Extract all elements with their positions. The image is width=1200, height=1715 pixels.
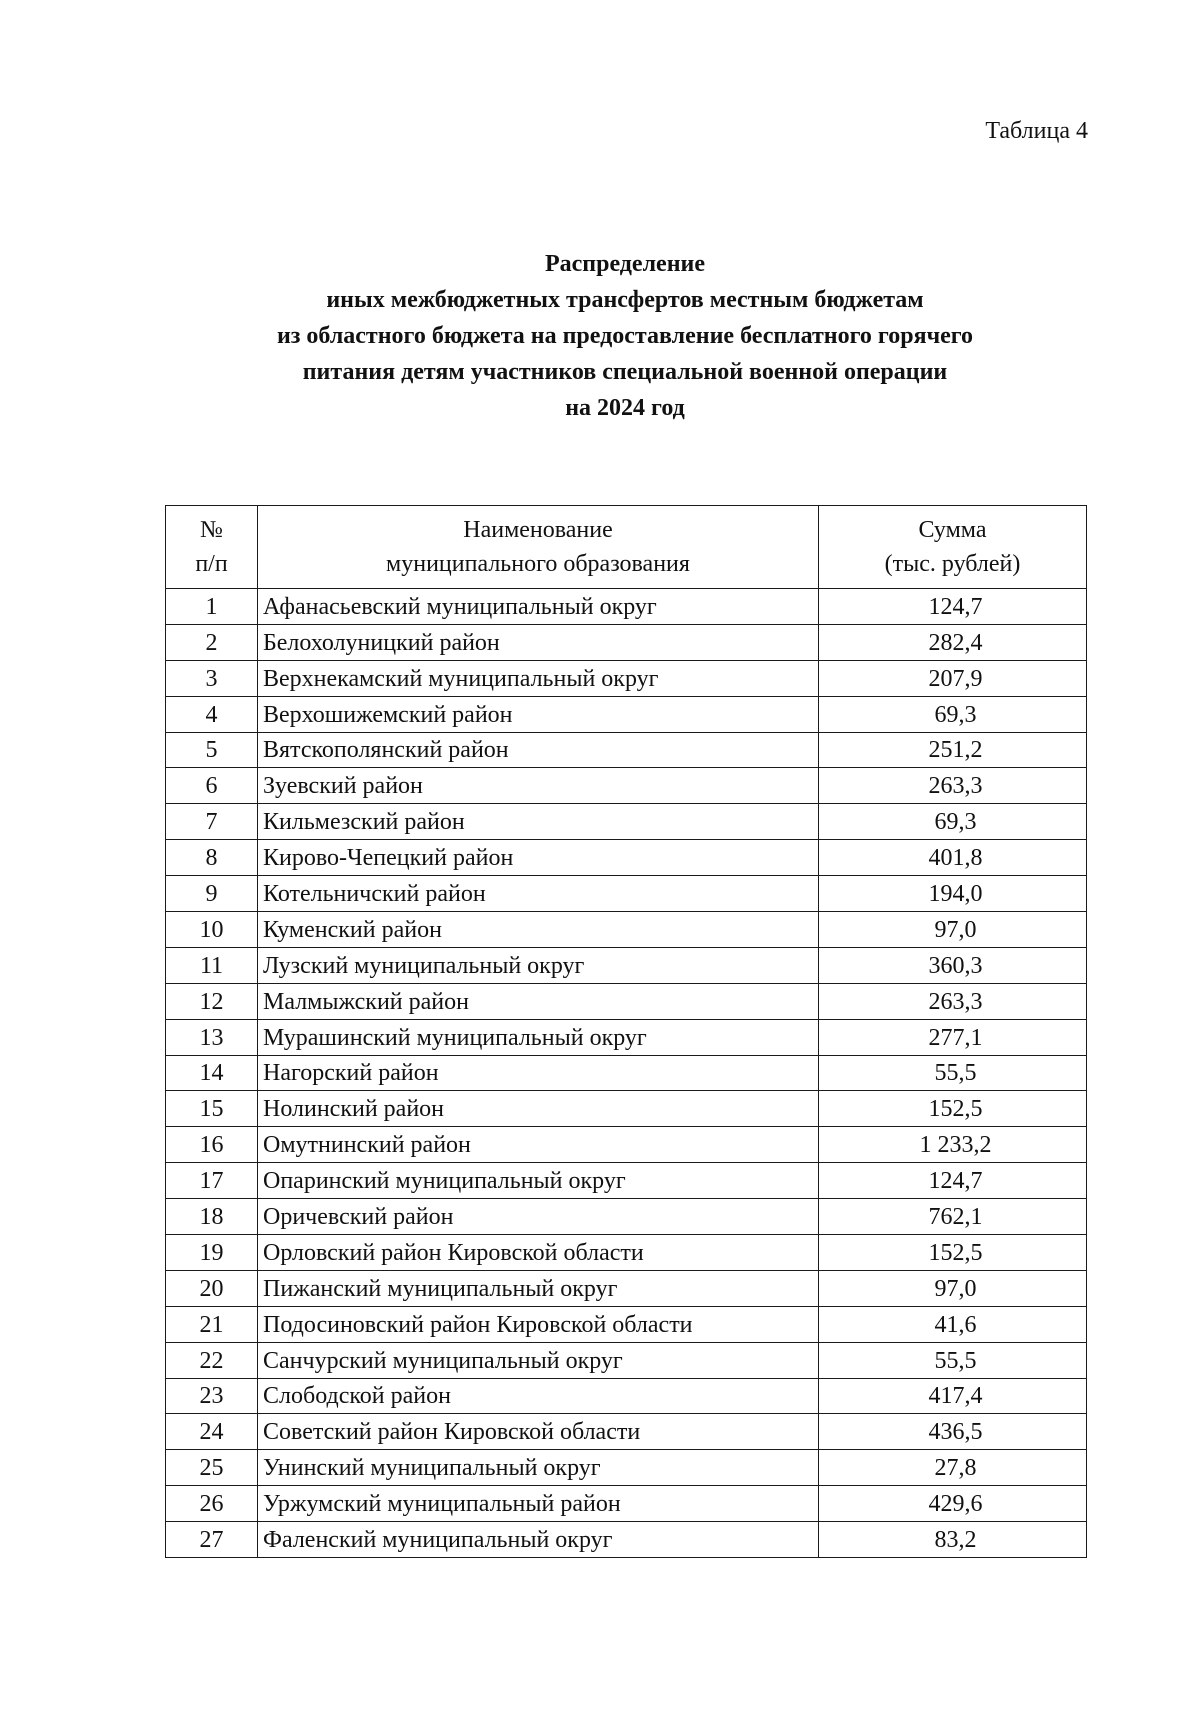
row-number-cell: 5	[166, 732, 258, 768]
amount-cell: 436,5	[819, 1414, 1087, 1450]
amount-cell: 263,3	[819, 983, 1087, 1019]
municipality-name-cell: Белохолуницкий район	[258, 624, 819, 660]
row-number-cell: 25	[166, 1450, 258, 1486]
amount-cell: 1 233,2	[819, 1127, 1087, 1163]
municipality-name-cell: Нагорский район	[258, 1055, 819, 1091]
table-row	[166, 768, 1087, 804]
row-number-cell: 3	[166, 660, 258, 696]
row-number-cell: 24	[166, 1414, 258, 1450]
row-number-cell: 17	[166, 1163, 258, 1199]
table-row	[166, 1199, 1087, 1235]
header-name-line-1: Наименование	[463, 517, 613, 543]
title-line-1: Распределение	[544, 251, 706, 277]
table-row	[166, 1127, 1087, 1163]
header-sum-line-2: (тыс. рублей)	[884, 551, 1021, 577]
row-number-cell: 4	[166, 696, 258, 732]
amount-cell: 429,6	[819, 1486, 1087, 1522]
municipality-name-cell: Вятскополянский район	[258, 732, 819, 768]
amount-cell: 251,2	[819, 732, 1087, 768]
distribution-table	[165, 505, 1087, 1558]
municipality-name-cell: Орловский район Кировской области	[258, 1235, 819, 1271]
municipality-name-cell: Лузский муниципальный округ	[258, 947, 819, 983]
amount-cell: 83,2	[819, 1522, 1087, 1558]
table-row	[166, 1522, 1087, 1558]
amount-cell: 97,0	[819, 912, 1087, 948]
title-line-5: на 2024 год	[565, 395, 685, 421]
row-number-cell: 20	[166, 1270, 258, 1306]
row-number-cell: 11	[166, 947, 258, 983]
table-row	[166, 1055, 1087, 1091]
table-row	[166, 1235, 1087, 1271]
row-number-cell: 7	[166, 804, 258, 840]
municipality-name-cell: Верхошижемский район	[258, 696, 819, 732]
amount-cell: 97,0	[819, 1270, 1087, 1306]
table-row	[166, 1306, 1087, 1342]
header-name-line-2: муниципального образования	[386, 551, 690, 577]
amount-cell: 41,6	[819, 1306, 1087, 1342]
table-header-row	[166, 506, 1087, 589]
table-row	[166, 1486, 1087, 1522]
table-row	[166, 1019, 1087, 1055]
amount-cell: 55,5	[819, 1055, 1087, 1091]
municipality-name-cell: Санчурский муниципальный округ	[258, 1342, 819, 1378]
row-number-cell: 13	[166, 1019, 258, 1055]
municipality-name-cell: Подосиновский район Кировской области	[258, 1306, 819, 1342]
row-number-cell: 22	[166, 1342, 258, 1378]
table-row	[166, 1091, 1087, 1127]
amount-cell: 124,7	[819, 589, 1087, 625]
table-row	[166, 947, 1087, 983]
row-number-cell: 26	[166, 1486, 258, 1522]
amount-cell: 417,4	[819, 1378, 1087, 1414]
header-sum-line-1: Сумма	[918, 517, 987, 543]
amount-cell: 194,0	[819, 876, 1087, 912]
municipality-name-cell: Кирово-Чепецкий район	[258, 840, 819, 876]
municipality-name-cell: Кильмезский район	[258, 804, 819, 840]
amount-cell: 282,4	[819, 624, 1087, 660]
row-number-cell: 14	[166, 1055, 258, 1091]
row-number-cell: 8	[166, 840, 258, 876]
row-number-cell: 9	[166, 876, 258, 912]
table-row	[166, 804, 1087, 840]
amount-cell: 55,5	[819, 1342, 1087, 1378]
table-row	[166, 876, 1087, 912]
table-row	[166, 696, 1087, 732]
title-line-2: иных межбюджетных трансфертов местным бюджетам	[326, 287, 924, 313]
amount-cell: 152,5	[819, 1235, 1087, 1271]
table-row	[166, 983, 1087, 1019]
row-number-cell: 16	[166, 1127, 258, 1163]
row-number-cell: 21	[166, 1306, 258, 1342]
municipality-name-cell: Советский район Кировской области	[258, 1414, 819, 1450]
municipality-name-cell: Оричевский район	[258, 1199, 819, 1235]
municipality-name-cell: Пижанский муниципальный округ	[258, 1270, 819, 1306]
row-number-cell: 12	[166, 983, 258, 1019]
amount-cell: 69,3	[819, 804, 1087, 840]
row-number-cell: 1	[166, 589, 258, 625]
row-number-cell: 19	[166, 1235, 258, 1271]
municipality-name-cell: Афанасьевский муниципальный округ	[258, 589, 819, 625]
amount-cell: 762,1	[819, 1199, 1087, 1235]
amount-cell: 152,5	[819, 1091, 1087, 1127]
municipality-name-cell: Зуевский район	[258, 768, 819, 804]
amount-cell: 27,8	[819, 1450, 1087, 1486]
row-number-cell: 6	[166, 768, 258, 804]
amount-cell: 207,9	[819, 660, 1087, 696]
table-row	[166, 1414, 1087, 1450]
title-line-3: из областного бюджета на предоставление бесплатного горячего	[276, 323, 974, 349]
table-row	[166, 589, 1087, 625]
amount-cell: 124,7	[819, 1163, 1087, 1199]
table-row	[166, 1163, 1087, 1199]
table-row	[166, 840, 1087, 876]
amount-cell: 360,3	[819, 947, 1087, 983]
municipality-name-cell: Фаленский муниципальный округ	[258, 1522, 819, 1558]
header-num-line-2: п/п	[195, 551, 228, 577]
table-row	[166, 1342, 1087, 1378]
table-number-label: Таблица 4	[985, 118, 1088, 144]
municipality-name-cell: Нолинский район	[258, 1091, 819, 1127]
row-number-cell: 10	[166, 912, 258, 948]
row-number-cell: 27	[166, 1522, 258, 1558]
municipality-name-cell: Мурашинский муниципальный округ	[258, 1019, 819, 1055]
title-line-4: питания детям участников специальной военной операции	[302, 359, 948, 385]
amount-cell: 401,8	[819, 840, 1087, 876]
row-number-cell: 15	[166, 1091, 258, 1127]
municipality-name-cell: Опаринский муниципальный округ	[258, 1163, 819, 1199]
table-row	[166, 624, 1087, 660]
row-number-cell: 23	[166, 1378, 258, 1414]
municipality-name-cell: Верхнекамский муниципальный округ	[258, 660, 819, 696]
header-num-line-1: №	[200, 517, 223, 543]
table-body	[166, 589, 1087, 1558]
row-number-cell: 18	[166, 1199, 258, 1235]
municipality-name-cell: Унинский муниципальный округ	[258, 1450, 819, 1486]
table-row	[166, 732, 1087, 768]
municipality-name-cell: Котельничский район	[258, 876, 819, 912]
table-row	[166, 1450, 1087, 1486]
municipality-name-cell: Куменский район	[258, 912, 819, 948]
table-row	[166, 1378, 1087, 1414]
amount-cell: 263,3	[819, 768, 1087, 804]
table-row	[166, 660, 1087, 696]
table-row	[166, 912, 1087, 948]
municipality-name-cell: Уржумский муниципальный район	[258, 1486, 819, 1522]
row-number-cell: 2	[166, 624, 258, 660]
header-num	[166, 506, 258, 589]
amount-cell: 69,3	[819, 696, 1087, 732]
amount-cell: 277,1	[819, 1019, 1087, 1055]
header-sum	[819, 506, 1087, 589]
municipality-name-cell: Слободской район	[258, 1378, 819, 1414]
document-title	[150, 246, 1100, 426]
municipality-name-cell: Малмыжский район	[258, 983, 819, 1019]
municipality-name-cell: Омутнинский район	[258, 1127, 819, 1163]
table-row	[166, 1270, 1087, 1306]
header-name	[258, 506, 819, 589]
